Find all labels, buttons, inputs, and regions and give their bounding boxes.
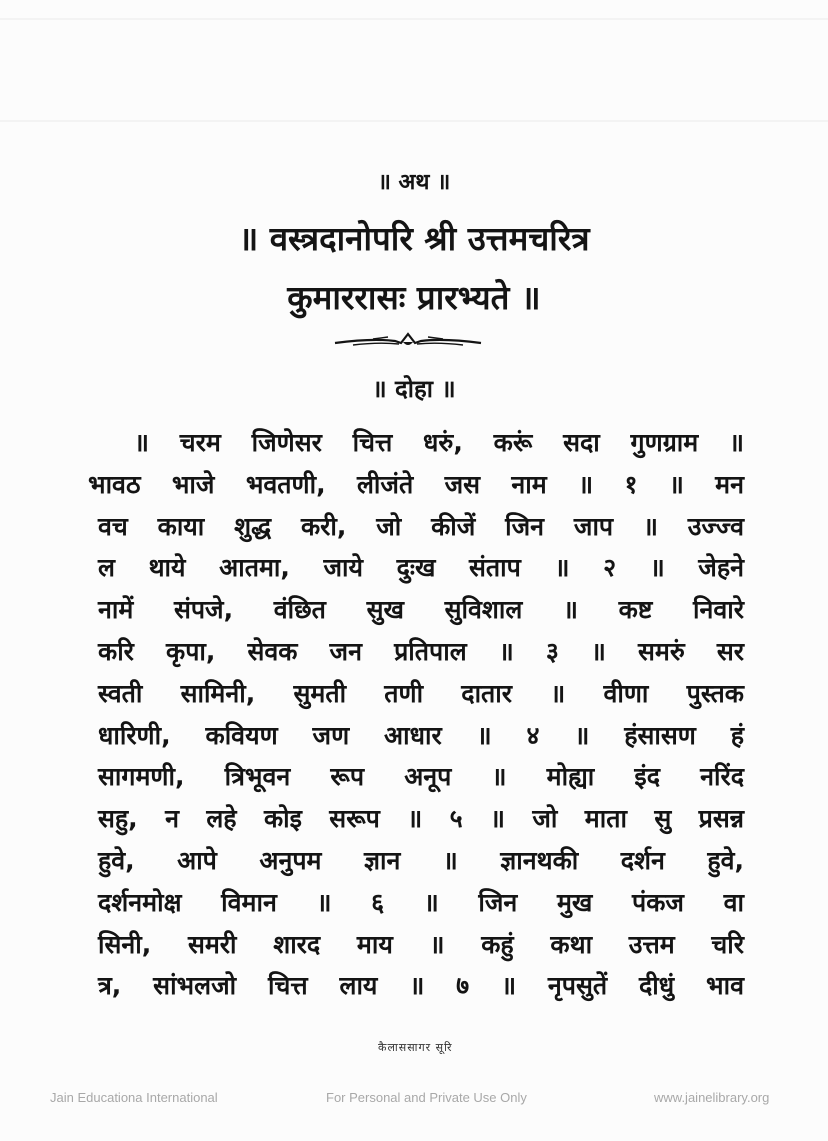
scan-artifact-band <box>0 18 828 20</box>
verse-line: ल थाये आतमा, जाये दुःख संताप ॥ २ ॥ जेहने <box>98 553 744 583</box>
verse-line: करि कृपा, सेवक जन प्रतिपाल ॥ ३ ॥ समरुं सर <box>98 636 744 666</box>
footer <box>0 1090 828 1110</box>
scan-artifact-band <box>0 120 828 122</box>
verse-line: वच काया शुद्ध करी, जो कीजें जिन जाप ॥ उज्ज्व <box>98 511 744 541</box>
verse-line: भावठ भाजे भवतणी, लीजंते जस नाम ॥ १ ॥ मन <box>88 469 744 499</box>
verse-line: सागमणी, त्रिभूवन रूप अनूप ॥ मोह्या इंद नरिंद <box>98 762 744 792</box>
footer-website-link[interactable]: www.jainelibrary.org <box>654 1090 770 1105</box>
footer-publisher: Jain Educationa International <box>50 1090 218 1105</box>
library-stamp: कैलाससागर सूरि <box>378 1041 453 1054</box>
verse-line: स्वती सामिनी, सुमती तणी दातार ॥ वीणा पुस्तक <box>98 678 744 708</box>
verse-line: दर्शनमोक्ष विमान ॥ ६ ॥ जिन मुख पंकज वा <box>98 887 744 917</box>
verse-line: धारिणी, कवियण जण आधार ॥ ४ ॥ हंसासण हं <box>98 720 744 750</box>
verse-line: हुवे, आपे अनुपम ज्ञान ॥ ज्ञानथकी दर्शन हुवे, <box>98 845 744 875</box>
verse-body <box>88 422 744 1007</box>
verse-line: नामें संपजे, वंछित सुख सुविशाल ॥ कष्ट निवारे <box>98 595 744 625</box>
page-title: ॥ वस्त्रदानोपरि श्री उत्तमचरित्र <box>238 219 590 258</box>
ornament-divider-icon <box>333 330 483 352</box>
invocation-heading: ॥ अथ ॥ <box>377 170 451 195</box>
section-heading-doha: ॥ दोहा ॥ <box>372 375 456 403</box>
verse-line: सहु, न लहे कोइ सरूप ॥ ५ ॥ जो माता सु प्रसन्न <box>98 804 744 834</box>
footer-usage-notice: For Personal and Private Use Only <box>326 1090 527 1105</box>
verse-line: ॥ चरम जिणेसर चित्त धरुं, करूं सदा गुणग्राम ॥ <box>134 428 744 457</box>
verse-line: त्र, सांभलजो चित्त लाय ॥ ७ ॥ नृपसुतें दीधुं भाव <box>98 971 744 1001</box>
page-subtitle: कुमाररासः प्रारभ्यते ॥ <box>287 278 541 317</box>
verse-line: सिनी, समरी शारद माय ॥ कहुं कथा उत्तम चरि <box>98 929 744 959</box>
